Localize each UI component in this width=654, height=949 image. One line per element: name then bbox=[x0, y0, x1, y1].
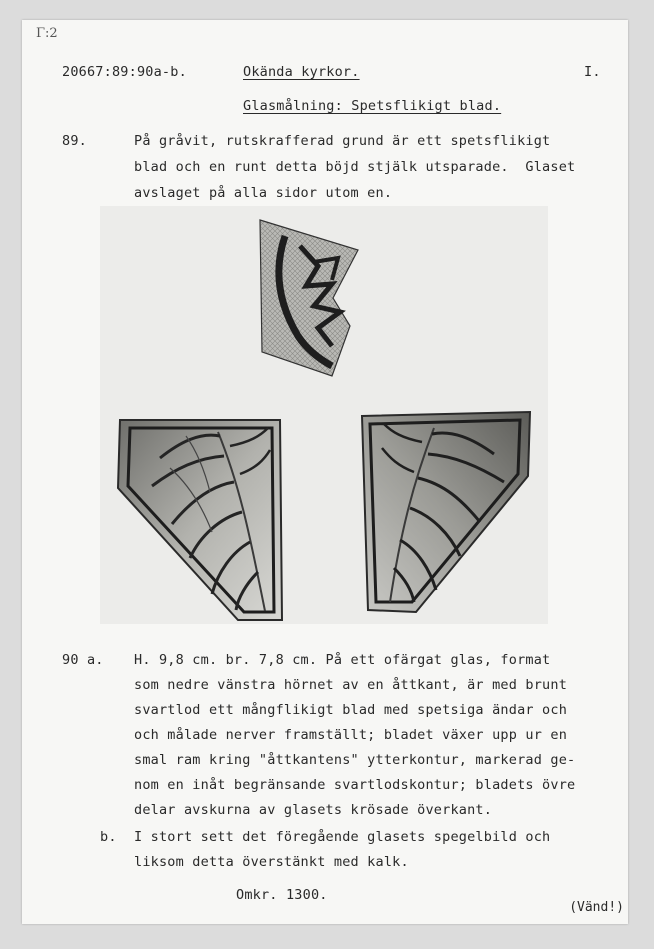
glass-fragment-90b bbox=[362, 412, 530, 612]
entry-90b-line: liksom detta överstänkt med kalk. bbox=[134, 854, 409, 870]
entry-90b-line: I stort sett det föregående glasets spegelbild och bbox=[134, 829, 551, 845]
entry-90a-line: delar avskurna av glasets krösade överkant. bbox=[134, 802, 493, 818]
entry-90a-line: svartlod ett mångflikigt blad med spetsiga ändar och bbox=[134, 702, 568, 718]
entry-90a-line: som nedre vänstra hörnet av en åttkant, är med brunt bbox=[134, 677, 568, 693]
roman-number: I. bbox=[584, 64, 601, 80]
entry-89-line: På gråvit, rutskrafferad grund är ett spetsflikigt bbox=[134, 133, 551, 149]
turn-over-note: (Vänd!) bbox=[569, 900, 624, 915]
entry-90a-number: 90 a. bbox=[62, 652, 104, 668]
corner-mark: Γ:2 bbox=[36, 26, 58, 41]
dating: Omkr. 1300. bbox=[236, 887, 328, 903]
entry-90a-line: och målade nerver framställt; bladet växer upp ur en bbox=[134, 727, 568, 743]
glass-fragment-90a bbox=[118, 420, 282, 620]
entry-89-line: avslaget på alla sidor utom en. bbox=[134, 185, 393, 201]
card-subtitle: Glasmålning: Spetsflikigt blad. bbox=[243, 98, 502, 114]
card-title: Okända kyrkor. bbox=[243, 64, 360, 80]
entry-89-line: blad och en runt detta böjd stjälk utsparade. Glaset bbox=[134, 159, 576, 175]
entry-90b-number: b. bbox=[100, 829, 117, 845]
entry-89-number: 89. bbox=[62, 133, 87, 149]
catalog-number: 20667:89:90a-b. bbox=[62, 64, 187, 80]
stained-glass-photo bbox=[100, 206, 548, 624]
entry-90a-line: nom en inåt begränsande svartlodskontur; bladets övre bbox=[134, 777, 576, 793]
glass-fragment-89 bbox=[260, 220, 358, 376]
entry-90a-line: smal ram kring "åttkantens" ytterkontur, markerad ge- bbox=[134, 752, 576, 768]
entry-90a-line: H. 9,8 cm. br. 7,8 cm. På ett ofärgat glas, format bbox=[134, 652, 551, 668]
